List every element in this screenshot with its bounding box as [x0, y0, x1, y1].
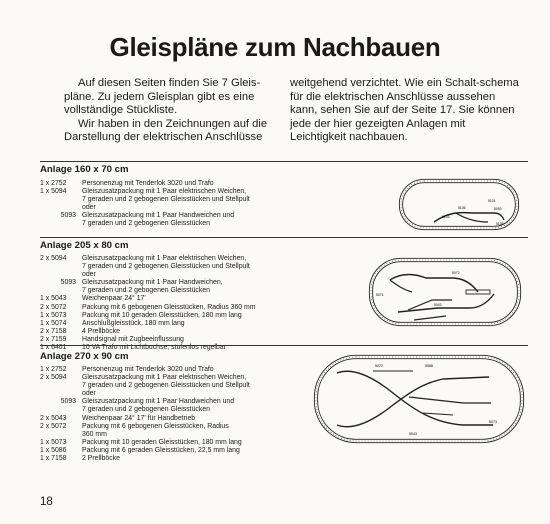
parts-row	[40, 204, 295, 212]
section-divider	[40, 161, 528, 162]
track-label: 5072	[375, 364, 383, 368]
part-description: Handsignal mit Zugbeeinflussung	[82, 335, 184, 343]
part-description: 7 geraden und 2 gebogenen Gleisstücken	[82, 406, 210, 414]
track-plan-2	[368, 256, 522, 332]
part-description: 360 mm	[82, 430, 107, 438]
part-description: Gleiszusatzpackung mit 1 Paar Handweichen und	[82, 212, 235, 220]
section-divider	[40, 237, 528, 238]
part-description: Packung mit 10 geraden Gleisstücken, 180 mm lang	[82, 438, 242, 446]
part-quantity	[40, 271, 82, 279]
parts-row	[40, 287, 295, 295]
part-description: oder	[82, 204, 96, 212]
intro-paragraph-1: Auf diesen Seiten finden Sie 7 Gleis-pläne. Zu jedem Gleisplan gibt es eine vollständige Stückliste.	[64, 77, 261, 117]
part-description: 4 Prellböcke	[82, 327, 120, 335]
part-quantity: 2 x 5094	[40, 374, 67, 382]
part-quantity: 1 x 5073	[40, 438, 67, 446]
part-quantity: 1 x 2752	[40, 180, 67, 187]
part-description: Weichenpaar 24° 17' für Handbetrieb	[82, 414, 196, 422]
part-description: 7 geraden und 2 gebogenen Gleisstücken	[82, 220, 210, 228]
track-label: 5043	[409, 432, 417, 436]
part-description: 7 geraden und 2 gebogenen Gleisstücken und Stellpult	[82, 196, 250, 204]
part-quantity: 1 x 5043	[40, 295, 67, 303]
track-label: 5106	[458, 206, 466, 210]
part-description: Anschlußgleisstück, 180 mm lang	[82, 319, 185, 327]
intro-paragraph-3: weitgehend verzichtet. Wie ein Schalt-schema für die elektrischen Anschlüsse aussehen kann, sehen Sie auf der Seite 17. Sie können jede der hier gezeigten Anlagen mit Leichtigkeit nachbauen.	[290, 77, 519, 144]
part-description: 7 geraden und 2 gebogenen Gleisstücken und Stellpult	[82, 263, 250, 271]
parts-row	[40, 406, 295, 414]
parts-row	[40, 312, 295, 320]
parts-row	[40, 415, 295, 423]
track-label: 5103	[442, 215, 450, 219]
part-quantity: 2 x 5094	[40, 255, 67, 262]
part-quantity: 1 x 2752	[40, 366, 67, 373]
parts-row	[40, 390, 295, 398]
part-quantity: 1 x 6401	[40, 344, 67, 352]
intro-right-column	[290, 77, 520, 145]
part-quantity: 1 x 5073	[40, 311, 67, 319]
parts-list-2	[40, 255, 295, 352]
parts-row	[40, 320, 295, 328]
track-label: 5043	[434, 303, 442, 307]
part-quantity: 1 x 5094	[40, 188, 67, 196]
part-quantity	[40, 287, 82, 295]
parts-row	[40, 447, 295, 455]
track-label: 5101	[488, 199, 496, 203]
part-description: Gleiszusatzpackung mit 1 Paar Handweichen und	[82, 398, 235, 406]
part-description: Gleiszusatzpackung mit 1 Paar elektrischen Weichen,	[82, 374, 247, 382]
parts-row	[40, 304, 295, 312]
part-description: Packung mit 10 geraden Gleisstücken, 180 mm lang	[82, 311, 242, 319]
part-description: Personenzug mit Tenderlok 3020 und Trafo	[82, 180, 214, 187]
parts-row	[40, 382, 295, 390]
track-plan-1	[398, 176, 520, 233]
part-quantity	[40, 382, 82, 390]
part-quantity: 1 x 5086	[40, 446, 67, 454]
part-description: 2 Prellböcke	[82, 455, 120, 463]
part-quantity: 2 x 5072	[40, 422, 67, 430]
parts-row	[40, 336, 295, 344]
parts-list-3	[40, 366, 295, 463]
parts-row	[40, 374, 295, 382]
part-description: Packung mit 6 geraden Gleisstücken, 22,5 mm lang	[82, 446, 240, 454]
part-description: oder	[82, 271, 96, 279]
track-label: 5105	[496, 222, 504, 226]
track-label: 5073	[489, 420, 497, 424]
part-description: Gleiszusatzpackung mit 1 Paar elektrischen Weichen,	[82, 255, 247, 262]
part-quantity: 5093	[60, 398, 76, 406]
parts-row	[40, 431, 295, 439]
track-label: 5072	[452, 271, 460, 275]
part-quantity	[40, 220, 82, 228]
part-quantity	[40, 406, 82, 414]
part-quantity	[40, 390, 82, 398]
part-description: Gleiszusatzpackung mit 1 Paar elektrischen Weichen,	[82, 188, 247, 196]
part-quantity: 2 x 5043	[40, 414, 67, 422]
parts-row	[40, 196, 295, 204]
part-quantity	[40, 431, 82, 439]
page-title: Gleispläne zum Nachbauen	[109, 32, 441, 62]
parts-row	[40, 328, 295, 336]
parts-row	[40, 212, 295, 220]
parts-row	[40, 271, 295, 279]
part-quantity: 2 x 7159	[40, 335, 67, 343]
part-description: Personenzug mit Tenderlok 3020 und Trafo	[82, 366, 214, 373]
part-description: Packung mit 6 gebogenen Gleisstücken, Radius	[82, 422, 229, 430]
part-quantity: 1 x 5074	[40, 319, 67, 327]
part-quantity: 2 x 5072	[40, 303, 67, 311]
part-description: Gleiszusatzpackung mit 1 Paar Handweichen,	[82, 279, 223, 287]
part-description: 10 VA Trafo mit Lichtbuchse, stufenlos regelbar	[82, 344, 226, 352]
parts-row	[40, 263, 295, 271]
part-quantity	[40, 204, 82, 212]
parts-row	[40, 279, 295, 287]
track-label: 5086	[425, 364, 433, 368]
parts-row	[40, 439, 295, 447]
parts-row	[40, 398, 295, 406]
parts-row	[40, 220, 295, 228]
layout-title-2: Anlage 205 x 80 cm	[40, 240, 129, 251]
part-description: oder	[82, 390, 96, 398]
parts-row	[40, 366, 295, 374]
part-quantity	[40, 263, 82, 271]
part-description: 7 geraden und 2 gebogenen Gleisstücken und Stellpult	[82, 382, 250, 390]
parts-row	[40, 188, 295, 196]
parts-row	[40, 423, 295, 431]
part-description: Packung mit 6 gebogenen Gleisstücken, Radius 360 mm	[82, 303, 256, 311]
track-label: 5074	[376, 293, 384, 297]
section-divider	[40, 345, 528, 346]
layout-title-1: Anlage 160 x 70 cm	[40, 164, 129, 175]
intro-left-column	[64, 77, 286, 145]
layout-title-3: Anlage 270 x 90 cm	[40, 351, 129, 362]
track-label: 5093	[494, 207, 502, 211]
part-quantity: 5093	[60, 279, 76, 287]
parts-row	[40, 455, 295, 463]
part-description: 7 geraden und 2 gebogenen Gleisstücken	[82, 287, 210, 295]
page-number: 18	[40, 496, 53, 508]
track-plan-3	[313, 353, 525, 447]
parts-row	[40, 180, 295, 188]
intro-paragraph-2: Wir haben in den Zeichnungen auf die Darstellung der elektrischen Anschlüsse	[64, 117, 268, 144]
part-quantity: 5093	[60, 212, 76, 220]
parts-row	[40, 295, 295, 303]
parts-row	[40, 255, 295, 263]
part-quantity: 2 x 7158	[40, 327, 67, 335]
part-quantity: 1 x 7158	[40, 455, 67, 463]
part-description: Weichenpaar 24° 17'	[82, 295, 146, 303]
parts-list-1	[40, 180, 295, 229]
part-quantity	[40, 196, 82, 204]
